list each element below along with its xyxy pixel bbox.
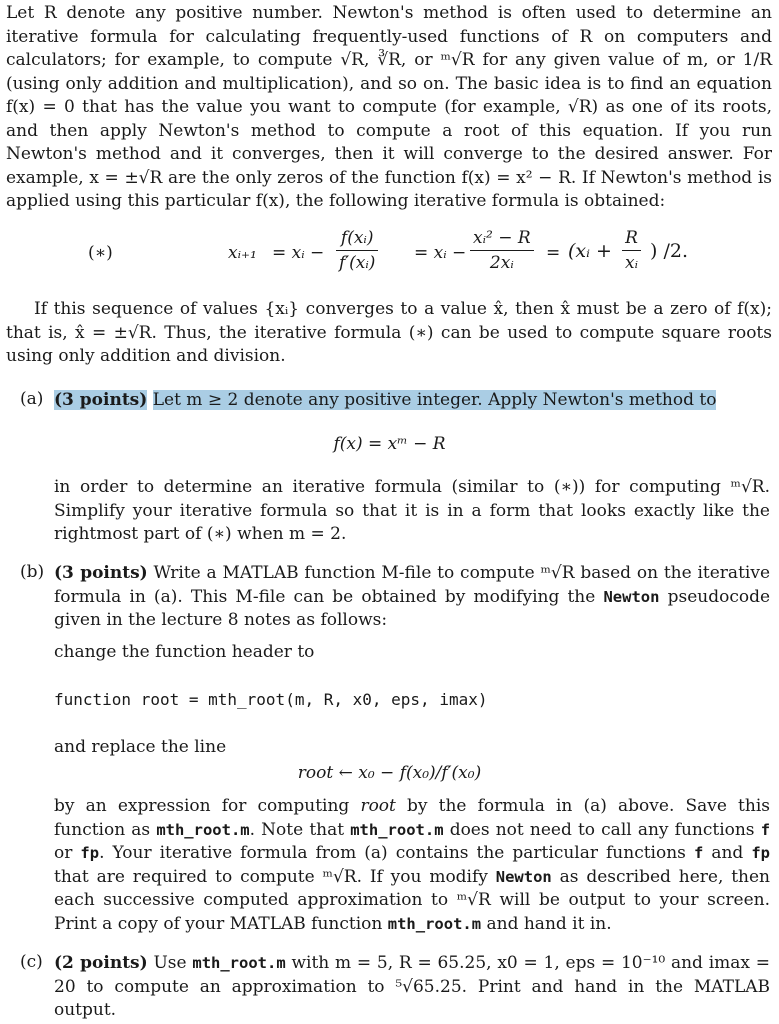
part-a-label: (a) (20, 389, 44, 409)
filename-code: mth_root.m (387, 914, 482, 933)
fraction-x2-minus-r (470, 228, 534, 273)
fraction-r-over-x (622, 228, 641, 273)
fraction-numerator: R (622, 228, 641, 251)
part-c-text: Use (153, 953, 187, 973)
equation-paren-left: (xᵢ + (568, 240, 612, 262)
part-c-text: with m = 5, R = 65.25, x0 = 1, eps = 10⁻¹⁰ and imax = 20 to compute an approximation to ⁵√65.25. Print and hand in the MATLAB output. (54, 953, 771, 1020)
equation-step2: = xᵢ − (414, 243, 467, 263)
part-a-equation: f(x) = xᵐ − R (333, 434, 446, 454)
equation-tag: (∗) (88, 243, 113, 263)
fraction-numerator: xᵢ² − R (470, 228, 534, 251)
newton-code: Newton (495, 867, 552, 886)
change-header-text: change the function header to (54, 642, 315, 662)
replace-line-text: and replace the line (54, 737, 227, 757)
part-b-points: (3 points) (54, 563, 148, 583)
filename-code: mth_root.m (156, 820, 250, 839)
part-c-label: (c) (20, 952, 43, 972)
fraction-denominator: 2xᵢ (489, 253, 514, 273)
root-assignment-line: root ← x₀ − f(x₀)/f′(x₀) (297, 763, 482, 783)
part-c-points: (2 points) (54, 953, 148, 973)
fraction-f-over-fprime (336, 228, 378, 273)
part-b-text: that are required to compute ᵐ√R. If you modify (54, 866, 488, 887)
part-b-body (54, 795, 770, 936)
equation-paren-right: ) /2. (650, 240, 688, 262)
intro-paragraph: Let R denote any positive number. Newton's method is often used to determine an iterative formula for calculating frequently-used functions of R on computers and calculators; for example, to compute √R, ∛R, or ᵐ√R for any given value of m, or 1/R (using only addition and multiplication), and so on. The basic idea is to find an equation f(x) = 0 that has the value you want to compute (for example, √R) as one of its roots, and then apply Newton's method to compute a root of this equation. If you run Newton's method and it converges, then it will converge to the desired answer. For example, x = ±√R are the only zeros of the function f(x) = x² − R. If Newton's method is applied using this particular f(x), the following iterative formula is obtained: (6, 3, 772, 211)
function-code: fp (80, 844, 100, 862)
fraction-denominator: f′(xᵢ) (339, 253, 376, 273)
part-b-text: does not need to call any functions (449, 819, 755, 840)
newton-equation (0, 226, 779, 284)
part-b-text: pseudocode given in the lecture 8 notes as follows: (54, 586, 771, 630)
part-b-text: and (711, 843, 744, 863)
part-a-points: (3 points) (54, 390, 148, 410)
function-code: f (693, 844, 704, 862)
equation-lhs: xᵢ₊₁ (228, 243, 257, 263)
part-b-text: as described here, then each successive computed approximation to ᵐ√R will be output to your screen. Print a copy of your MATLAB function (54, 866, 771, 934)
part-b-label: (b) (20, 562, 45, 582)
part-b-text: Write a MATLAB function M-file to compute ᵐ√R based on the iterative formula in (a). This M-file can be obtained by modifying the (54, 563, 770, 607)
filename-code: mth_root.m (350, 820, 444, 839)
part-a-body: in order to determine an iterative formula (similar to (∗)) for computing ᵐ√R. Simplify your iterative formula so that it is in a form that looks exactly like the rightmost part of (∗) when m = 2. (54, 477, 770, 544)
part-b-text: and hand it in. (486, 913, 612, 934)
function-header-code: function root = mth_root(m, R, x0, eps, imax) (54, 690, 488, 709)
root-variable: root (360, 796, 396, 816)
equation-step1: = xᵢ − (272, 243, 325, 263)
fraction-numerator: f(xᵢ) (336, 228, 378, 251)
part-a-lead (54, 389, 770, 413)
part-a-lead-text: Let m ≥ 2 denote any positive integer. Apply Newton's method to (152, 390, 717, 410)
fraction-denominator: xᵢ (625, 253, 639, 273)
part-b-text: by the formula in (a) above. Save this function as (54, 796, 770, 840)
part-c-body (54, 952, 770, 1023)
function-code: f (760, 820, 771, 839)
part-b-intro (54, 562, 770, 633)
equation-step3: = (546, 243, 561, 263)
part-b-text: . Your iterative formula from (a) contains the particular functions (99, 843, 686, 863)
convergence-paragraph: If this sequence of values {xᵢ} converges to a value x̂, then x̂ must be a zero of f(x); that is, x̂ = ±√R. Thus, the iterative formula (∗) can be used to compute square roots using only addition and division. (6, 299, 772, 366)
function-code: fp (751, 844, 770, 862)
part-b-text: by an expression for computing (54, 796, 350, 816)
part-b-text: or (54, 843, 73, 863)
part-b-text: . Note that (249, 819, 345, 840)
newton-code: Newton (603, 587, 660, 606)
filename-code: mth_root.m (192, 954, 286, 972)
